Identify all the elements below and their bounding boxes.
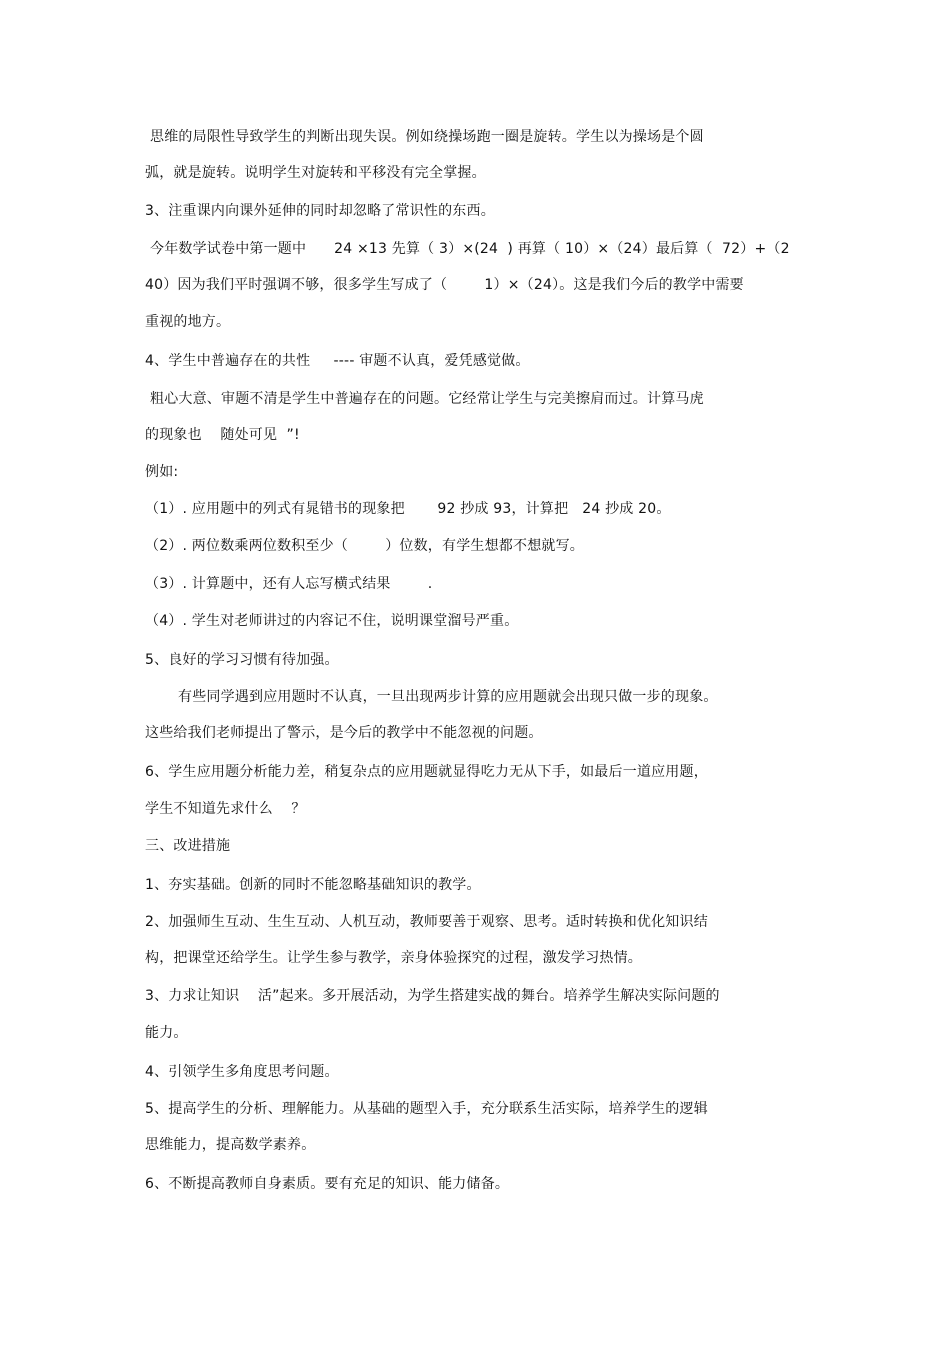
text-line: 思维的局限性导致学生的判断出现失误。例如绕操场跑一圈是旋转。学生以为操场是个圆 xyxy=(150,129,704,145)
text-line: 学生不知道先求什么 ？ xyxy=(145,801,306,817)
text-line: 构，把课堂还给学生。让学生参与教学，亲身体验探究的过程，激发学习热情。 xyxy=(145,950,642,966)
list-item: （3）. 计算题中，还有人忘写横式结果 . xyxy=(145,576,433,592)
text-line: 今年数学试卷中第一题中 24 ×13 先算（ 3）×(24 ) 再算（ 10）×（24）最后算（ 72）+（2 xyxy=(150,241,790,257)
text-line: 有些同学遇到应用题时不认真，一旦出现两步计算的应用题就会出现只做一步的现象。 xyxy=(178,689,718,705)
text-line: 弧，就是旋转。说明学生对旋转和平移没有完全掌握。 xyxy=(145,165,486,181)
section-heading: 6、学生应用题分析能力差，稍复杂点的应用题就显得吃力无从下手，如最后一道应用题， xyxy=(145,764,708,780)
list-item: 3、力求让知识 活”起来。多开展活动，为学生搭建实战的舞台。培养学生解决实际问题的 xyxy=(145,988,720,1004)
text-line: 这些给我们老师提出了警示，是今后的教学中不能忽视的问题。 xyxy=(145,725,543,741)
text-line: 的现象也 随处可见 ”! xyxy=(145,427,300,443)
list-item: （2）. 两位数乘两位数积至少（ ）位数，有学生想都不想就写。 xyxy=(145,538,585,554)
list-item: 2、加强师生互动、生生互动、人机互动，教师要善于观察、思考。适时转换和优化知识结 xyxy=(145,914,708,930)
text-line: 思维能力，提高数学素养。 xyxy=(145,1137,316,1153)
list-item: （4）. 学生对老师讲过的内容记不住，说明课堂溜号严重。 xyxy=(145,613,519,629)
text-line: 例如: xyxy=(145,464,179,480)
section-heading: 5、良好的学习习惯有待加强。 xyxy=(145,652,339,668)
list-item: 4、引领学生多角度思考问题。 xyxy=(145,1064,339,1080)
list-item: 1、夯实基础。创新的同时不能忽略基础知识的教学。 xyxy=(145,877,481,893)
text-line: 40）因为我们平时强调不够，很多学生写成了（ 1）×（24）。这是我们今后的教学中需要 xyxy=(145,277,744,293)
section-heading: 3、注重课内向课外延伸的同时却忽略了常识性的东西。 xyxy=(145,203,495,219)
list-item: 6、不断提高教师自身素质。要有充足的知识、能力储备。 xyxy=(145,1176,510,1192)
list-item: （1）. 应用题中的列式有晁错书的现象把 92 抄成 93，计算把 24 抄成 20。 xyxy=(145,501,671,517)
section-title: 三、改进措施 xyxy=(145,838,231,854)
text-line: 粗心大意、审题不清是学生中普遍存在的问题。它经常让学生与完美擦肩而过。计算马虎 xyxy=(150,391,704,407)
text-line: 能力。 xyxy=(145,1025,188,1041)
list-item: 5、提高学生的分析、理解能力。从基础的题型入手，充分联系生活实际，培养学生的逻辑 xyxy=(145,1101,708,1117)
text-line: 重视的地方。 xyxy=(145,314,231,330)
section-heading: 4、学生中普遍存在的共性 ---- 审题不认真，爱凭感觉做。 xyxy=(145,353,530,369)
